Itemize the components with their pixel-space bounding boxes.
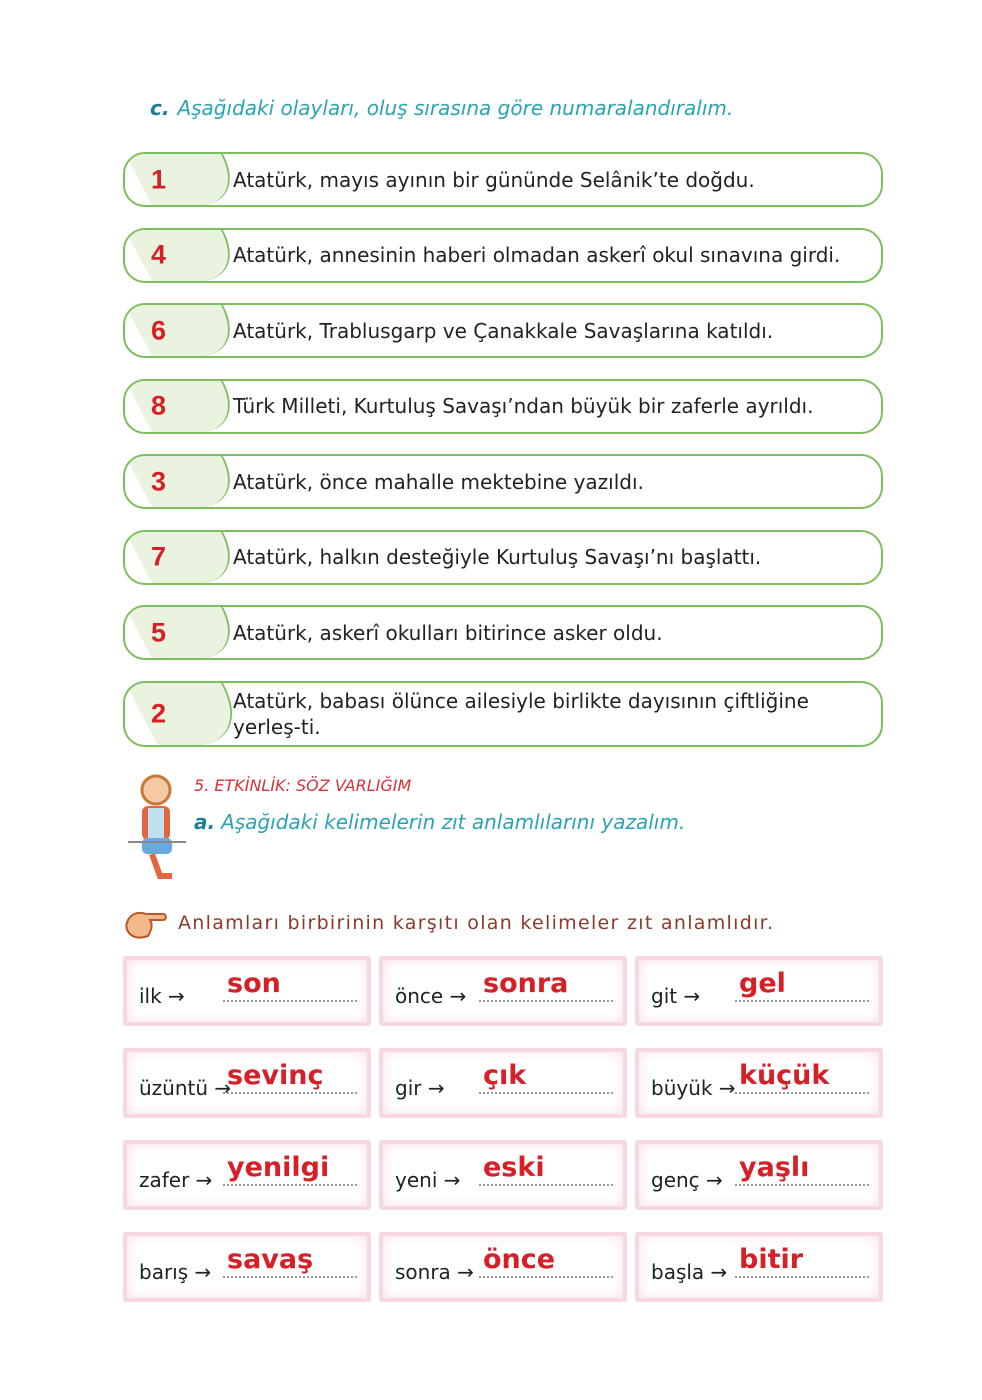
answer-text[interactable]: sevinç [227, 1060, 324, 1091]
event-list [123, 152, 883, 767]
definition-note: Anlamları birbirinin karşıtı olan kelimeler zıt anlamlıdır. [178, 912, 775, 934]
event-row [123, 152, 883, 207]
answer-text[interactable]: bitir [739, 1244, 804, 1275]
activity-instruction [194, 810, 685, 834]
antonym-grid [123, 956, 883, 1302]
event-text: Türk Milleti, Kurtuluş Savaşı’ndan büyük bir zaferle ayrıldı. [233, 394, 814, 418]
answer-line [479, 1000, 613, 1002]
answer-text[interactable]: çık [483, 1060, 527, 1091]
event-row [123, 681, 883, 747]
pointing-hand-icon [124, 906, 168, 942]
answer-line [479, 1276, 613, 1278]
event-row [123, 605, 883, 660]
answer-line [223, 1276, 357, 1278]
answer-text[interactable]: sonra [483, 968, 569, 999]
event-text: Atatürk, babası ölünce ailesiyle birlikte dayısının çiftliğine yerleş-ti. [233, 688, 809, 739]
event-text: Atatürk, askerî okulları bitirince asker oldu. [233, 620, 663, 645]
number-tab [125, 381, 250, 432]
antonym-cell [379, 1140, 627, 1210]
antonym-cell [123, 1140, 371, 1210]
answer-line [223, 1092, 357, 1094]
number-tab [125, 607, 250, 658]
source-word: gir → [395, 1076, 445, 1100]
number-tab [125, 154, 250, 205]
source-word: üzüntü → [139, 1076, 232, 1100]
answer-line [223, 1000, 357, 1002]
activity-letter: a. [194, 810, 216, 834]
event-row [123, 454, 883, 509]
section-letter: c. [150, 96, 170, 120]
answer-line [735, 1184, 869, 1186]
antonym-cell [123, 1048, 371, 1118]
event-number[interactable]: 4 [151, 239, 167, 270]
number-tab [125, 230, 250, 281]
event-text: Atatürk, annesinin haberi olmadan askerî okul sınavına girdi. [233, 243, 841, 267]
answer-text[interactable]: savaş [227, 1244, 314, 1275]
antonym-cell [635, 1232, 883, 1302]
event-number[interactable]: 5 [151, 617, 167, 647]
source-word: önce → [395, 984, 467, 1008]
section-c-instruction [150, 96, 733, 120]
answer-text[interactable]: yenilgi [227, 1152, 330, 1183]
event-number[interactable]: 3 [151, 466, 167, 496]
event-row [123, 379, 883, 434]
antonym-cell [379, 956, 627, 1026]
answer-text[interactable]: küçük [739, 1060, 830, 1091]
answer-line [735, 1092, 869, 1094]
activity-instruction-text: Aşağıdaki kelimelerin zıt anlamlılarını yazalım. [221, 810, 686, 834]
answer-line [223, 1184, 357, 1186]
event-text: Atatürk, Trablusgarp ve Çanakkale Savaşlarına katıldı. [233, 318, 774, 343]
source-word: sonra → [395, 1260, 474, 1284]
source-word: git → [651, 984, 701, 1008]
source-word: barış → [139, 1260, 212, 1284]
event-row [123, 530, 883, 585]
source-word: yeni → [395, 1168, 461, 1192]
antonym-cell [635, 956, 883, 1026]
answer-text[interactable]: yaşlı [739, 1152, 810, 1183]
event-number[interactable]: 1 [151, 164, 167, 194]
answer-line [479, 1092, 613, 1094]
event-text: Atatürk, önce mahalle mektebine yazıldı. [233, 469, 644, 494]
instruction-text: Aşağıdaki olayları, oluş sırasına göre numaralandıralım. [177, 96, 734, 120]
number-tab [125, 456, 250, 507]
answer-line [735, 1276, 869, 1278]
source-word: başla → [651, 1260, 728, 1284]
answer-text[interactable]: gel [739, 968, 786, 999]
event-number[interactable]: 8 [151, 390, 167, 421]
source-word: zafer → [139, 1168, 213, 1192]
answer-text[interactable]: son [227, 968, 281, 999]
antonym-cell [123, 1232, 371, 1302]
event-number[interactable]: 7 [151, 541, 167, 572]
event-number[interactable]: 6 [151, 315, 167, 345]
source-word: genç → [651, 1168, 723, 1192]
event-text: Atatürk, halkın desteğiyle Kurtuluş Savaşı’nı başlattı. [233, 545, 762, 569]
answer-line [735, 1000, 869, 1002]
antonym-cell [635, 1048, 883, 1118]
antonym-cell [379, 1232, 627, 1302]
answer-line [479, 1184, 613, 1186]
event-row [123, 303, 883, 358]
answer-text[interactable]: eski [483, 1152, 545, 1183]
activity-title: 5. ETKİNLİK: SÖZ VARLIĞIM [194, 776, 412, 795]
event-number[interactable]: 2 [151, 698, 167, 728]
antonym-cell [123, 956, 371, 1026]
number-tab [125, 305, 250, 356]
number-tab [125, 532, 250, 583]
event-row [123, 228, 883, 283]
child-illustration-icon [128, 772, 188, 882]
antonym-cell [635, 1140, 883, 1210]
source-word: büyük → [651, 1076, 736, 1100]
event-text: Atatürk, mayıs ayının bir gününde Selânik’te doğdu. [233, 167, 755, 192]
source-word: ilk → [139, 984, 185, 1008]
antonym-cell [379, 1048, 627, 1118]
answer-text[interactable]: önce [483, 1244, 556, 1275]
